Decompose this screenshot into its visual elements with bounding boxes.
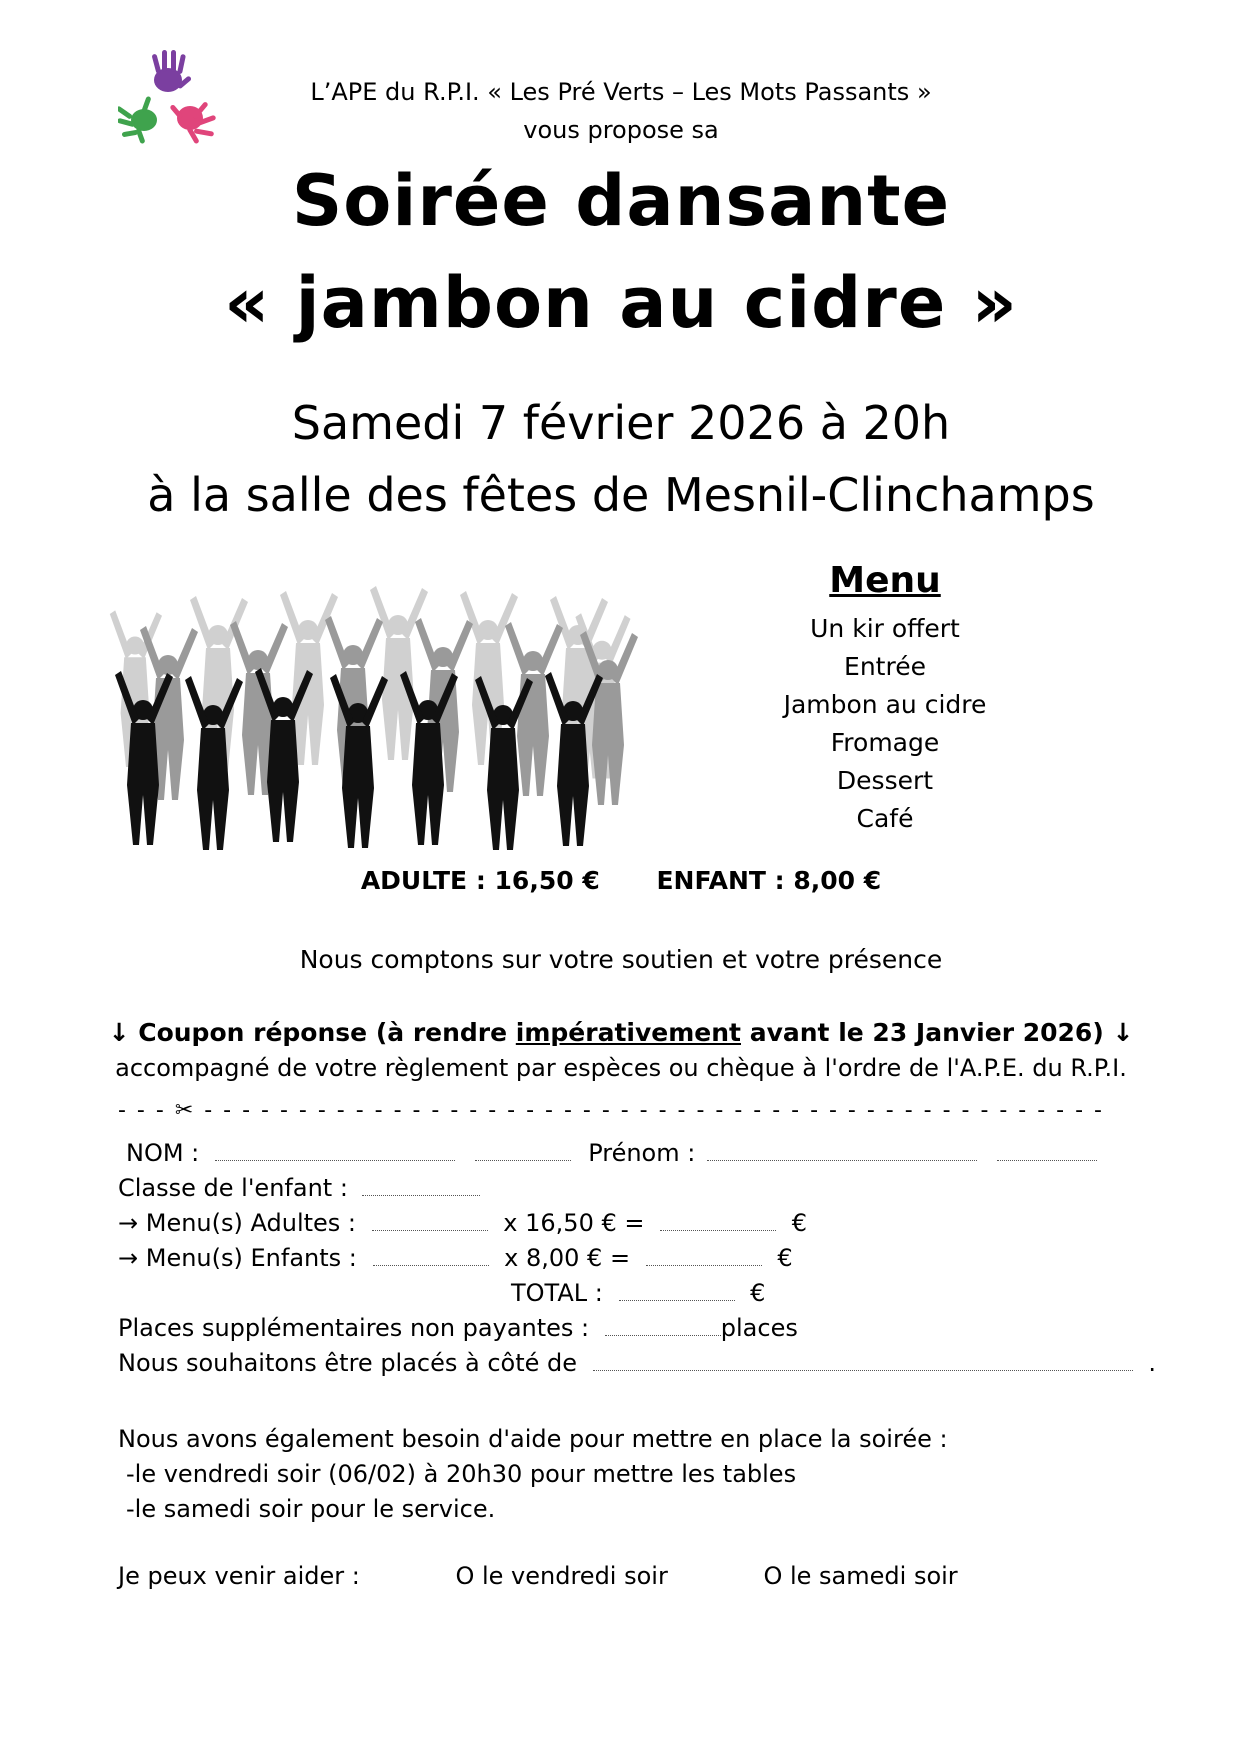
total-label: TOTAL : xyxy=(511,1279,603,1307)
total-row xyxy=(118,1276,1128,1311)
menu-item: Entrée xyxy=(844,652,926,681)
prenom-label: Prénom : xyxy=(588,1139,696,1167)
child-menu-amount-field[interactable] xyxy=(646,1245,762,1266)
coupon-prefix: Coupon réponse (à rendre xyxy=(138,1018,516,1047)
event-venue: à la salle des fêtes de Mesnil-Clinchamps xyxy=(147,468,1095,522)
prenom-field[interactable] xyxy=(707,1140,977,1161)
adult-multiplier: x 16,50 € = xyxy=(503,1209,645,1237)
child-menu-count-field[interactable] xyxy=(373,1245,489,1266)
adult-menu-amount-field[interactable] xyxy=(660,1210,776,1231)
classe-field[interactable] xyxy=(362,1175,480,1196)
down-arrow-icon: ↓ xyxy=(1112,1018,1134,1047)
seating-label: Nous souhaitons être placés à côté de xyxy=(118,1349,578,1377)
help-choice-row xyxy=(118,1562,1018,1590)
coupon-heading xyxy=(0,1018,1242,1047)
option-friday-checkbox[interactable]: O le vendredi soir xyxy=(455,1562,668,1590)
extra-places-label: Places supplémentaires non payantes : xyxy=(118,1314,590,1342)
reply-form xyxy=(118,1136,1156,1381)
help-question: Je peux venir aider : xyxy=(118,1562,360,1590)
adult-price: ADULTE : 16,50 € xyxy=(360,866,600,895)
seating-row xyxy=(118,1346,1156,1381)
extra-places-row xyxy=(118,1311,1128,1346)
adult-menu-label: Menu(s) Adultes : xyxy=(145,1209,357,1237)
menu-list xyxy=(770,610,1000,838)
event-date: Samedi 7 février 2026 à 20h xyxy=(291,396,951,450)
seating-field[interactable] xyxy=(593,1350,1133,1371)
coupon-emphasis: impérativement xyxy=(515,1018,741,1047)
organizer-line-2: vous propose sa xyxy=(523,116,719,144)
arrow-right-icon: → xyxy=(118,1244,139,1272)
child-multiplier: x 8,00 € = xyxy=(504,1244,631,1272)
event-subtitle: « jambon au cidre » xyxy=(224,262,1018,344)
support-message: Nous comptons sur votre soutien et votre présence xyxy=(299,945,943,974)
total-field[interactable] xyxy=(619,1280,735,1301)
help-friday: -le vendredi soir (06/02) à 20h30 pour mettre les tables xyxy=(126,1460,797,1488)
coupon-payment-note: accompagné de votre règlement par espèces ou chèque à l'ordre de l'A.P.E. du R.P.I. xyxy=(115,1054,1127,1082)
help-saturday: -le samedi soir pour le service. xyxy=(126,1495,496,1523)
class-row xyxy=(118,1171,1128,1206)
scissors-icon: ✂ xyxy=(174,1098,196,1123)
places-unit: places xyxy=(720,1314,798,1342)
seating-period: . xyxy=(1148,1349,1156,1377)
nom-field[interactable] xyxy=(215,1140,455,1161)
child-price: ENFANT : 8,00 € xyxy=(656,866,882,895)
nom-field-extra[interactable] xyxy=(475,1140,571,1161)
euro-sign: € xyxy=(777,1244,793,1272)
menu-item: Dessert xyxy=(836,766,934,795)
name-row xyxy=(118,1136,1128,1171)
organizer-line: L’APE du R.P.I. « Les Pré Verts – Les Mots Passants » xyxy=(310,78,932,106)
classe-label: Classe de l'enfant : xyxy=(118,1174,348,1202)
cut-dashes-right: - - - - - - - - - - - - - - - - - - - - - - - - - - - - - - - - - - - - - - - - - - - - - - - - xyxy=(204,1098,1104,1123)
arrow-right-icon: → xyxy=(118,1209,139,1237)
adult-menu-count-field[interactable] xyxy=(372,1210,488,1231)
extra-places-field[interactable] xyxy=(605,1315,721,1336)
menu-item: Café xyxy=(856,804,914,833)
euro-sign: € xyxy=(791,1209,808,1237)
menu-title: Menu xyxy=(829,560,941,601)
down-arrow-icon: ↓ xyxy=(108,1018,130,1047)
event-title: Soirée dansante xyxy=(291,160,951,242)
menu-item: Fromage xyxy=(830,728,940,757)
cut-line xyxy=(118,1098,1118,1123)
dancers-silhouette-illustration xyxy=(108,560,638,850)
euro-sign: € xyxy=(750,1279,766,1307)
adult-menu-row xyxy=(118,1206,1128,1241)
menu-item: Jambon au cidre xyxy=(783,690,987,719)
prenom-field-extra[interactable] xyxy=(997,1140,1097,1161)
help-intro: Nous avons également besoin d'aide pour mettre en place la soirée : xyxy=(118,1425,948,1453)
child-menu-row xyxy=(118,1241,1128,1276)
nom-label: NOM : xyxy=(126,1139,200,1167)
coupon-suffix: avant le 23 Janvier 2026) xyxy=(741,1018,1104,1047)
child-menu-label: Menu(s) Enfants : xyxy=(145,1244,357,1272)
help-request xyxy=(118,1422,948,1527)
menu-item: Un kir offert xyxy=(810,614,960,643)
option-saturday-checkbox[interactable]: O le samedi soir xyxy=(763,1562,958,1590)
cut-dashes-left: - - - xyxy=(118,1098,166,1123)
price-line xyxy=(0,866,1242,895)
